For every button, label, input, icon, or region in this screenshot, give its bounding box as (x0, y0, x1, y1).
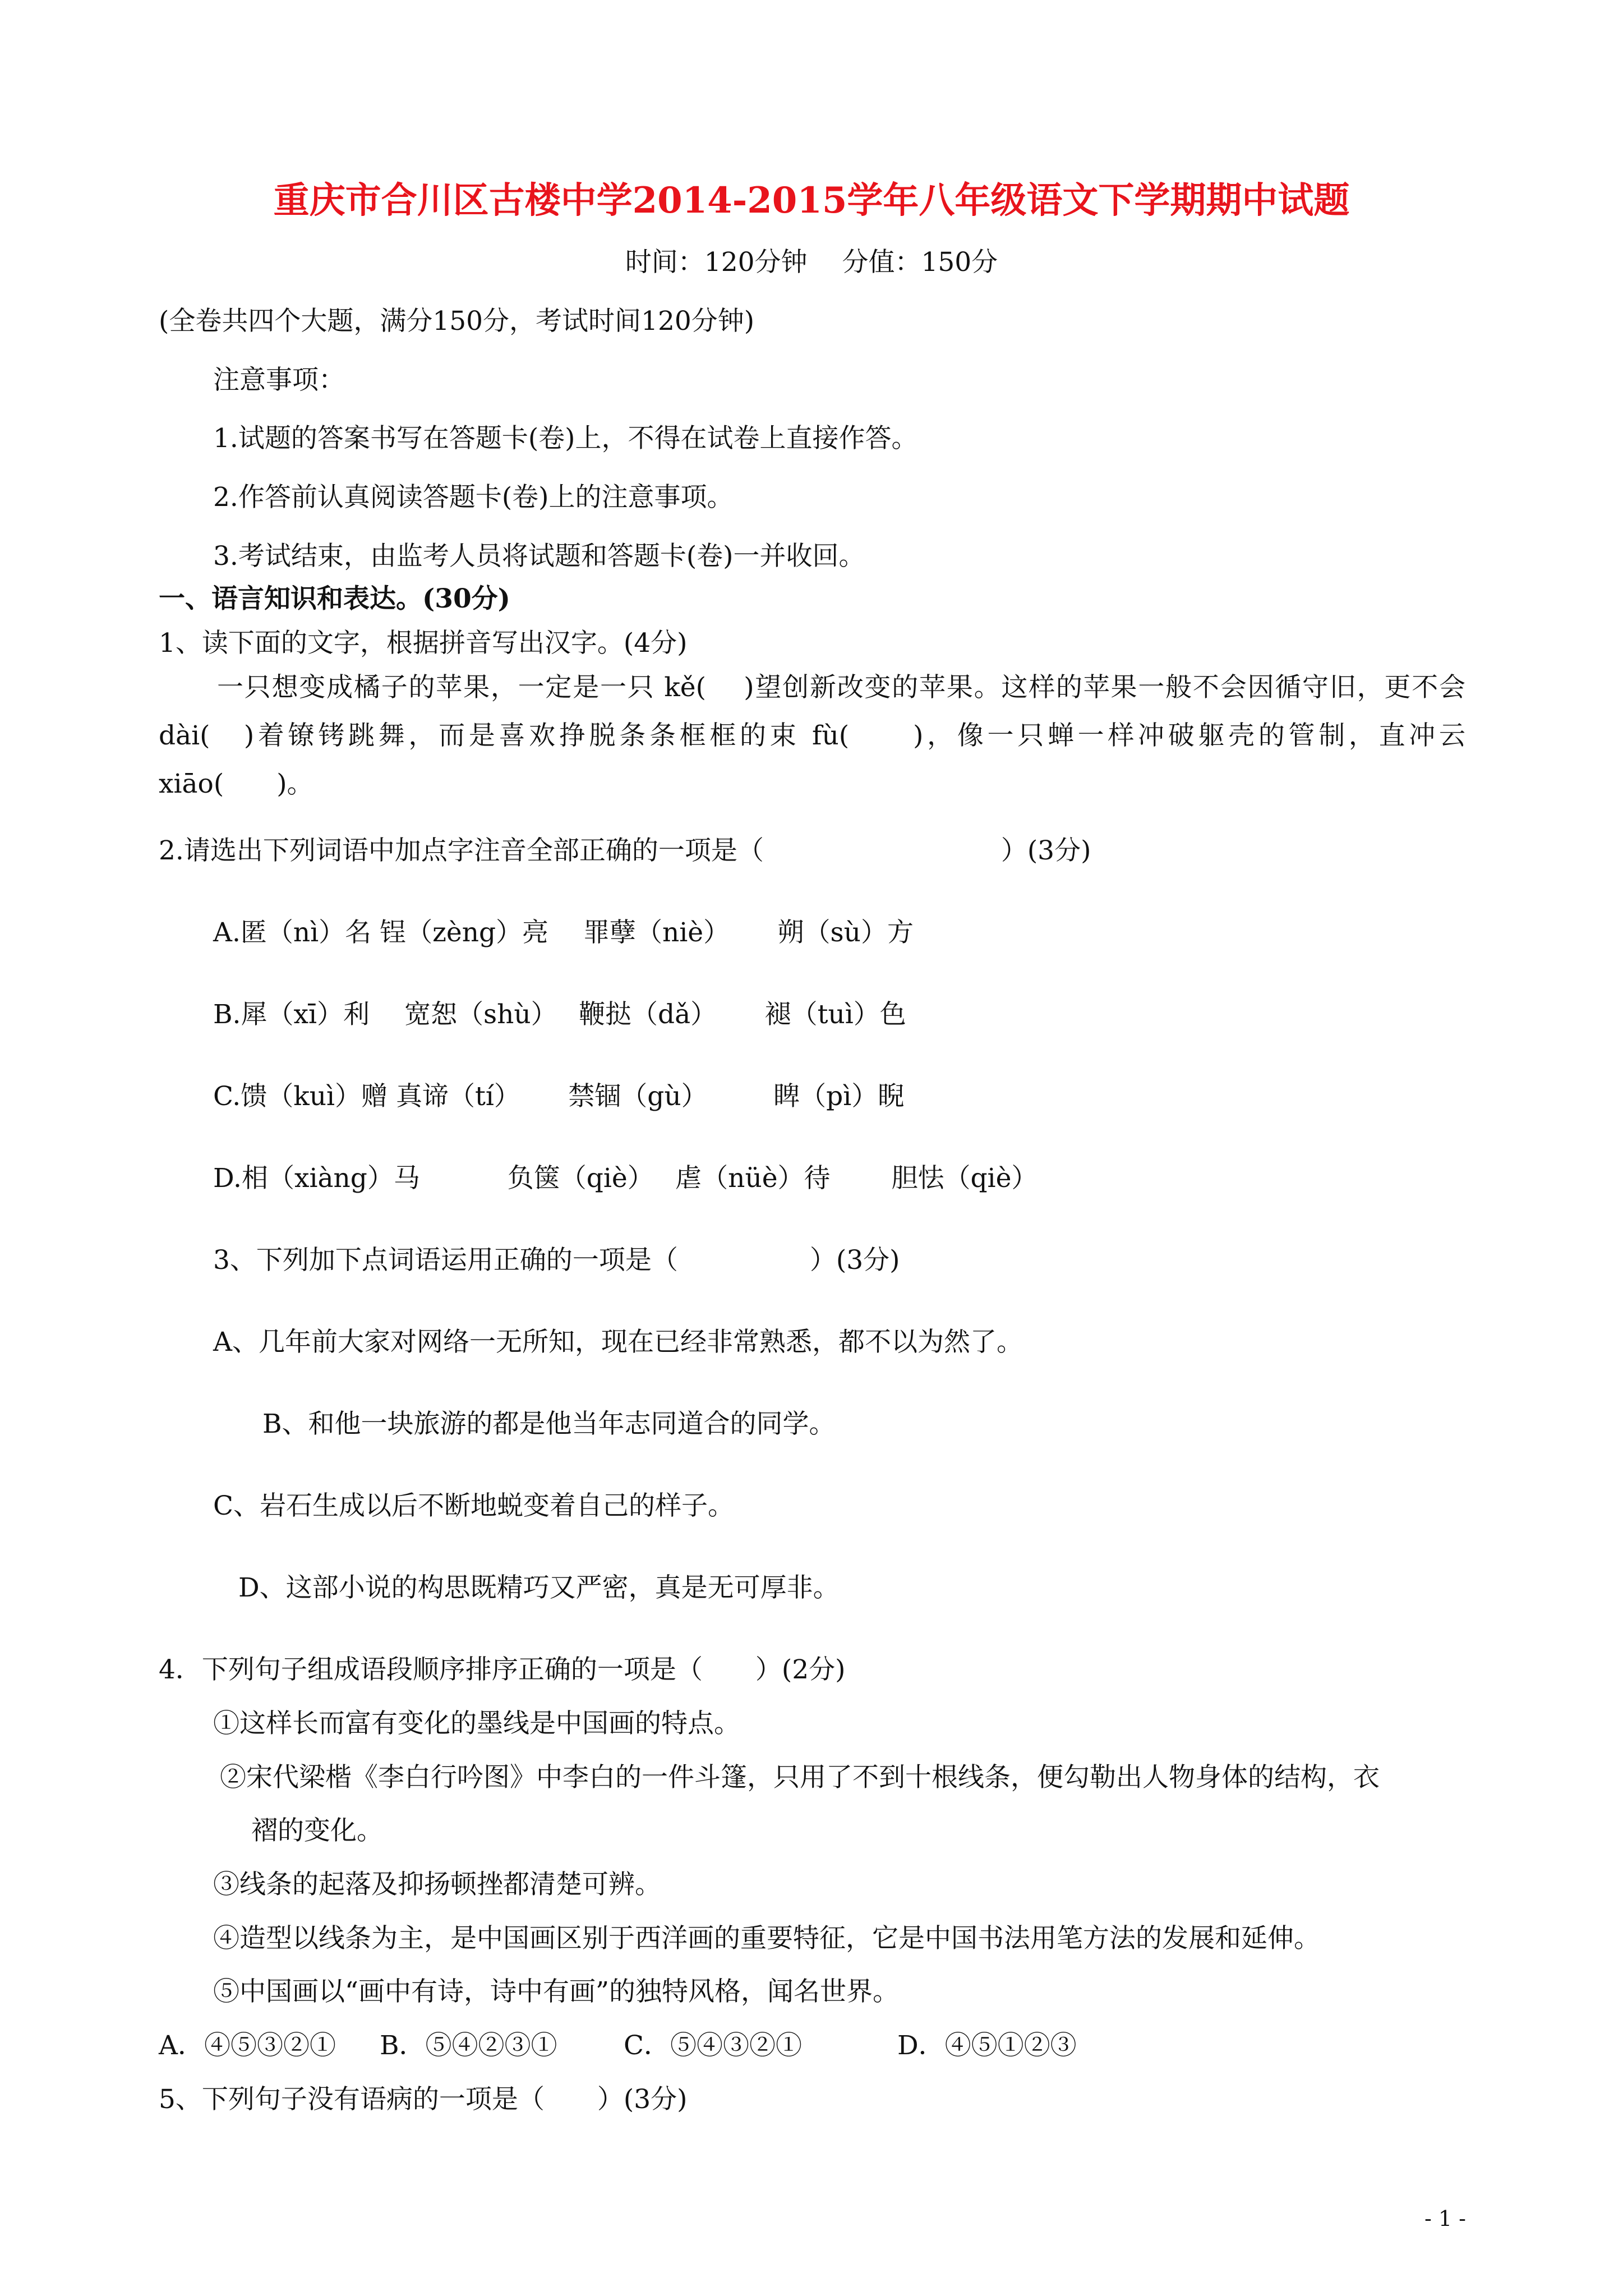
question-4-option-c: C．⑤④③②① (624, 2030, 802, 2061)
page-number: - 1 - (1424, 2206, 1467, 2231)
notice-item: 3.考试结束，由监考人员将试题和答题卡(卷)一并收回。 (213, 541, 865, 572)
question-4-stem: 4．下列句子组成语段顺序排序正确的一项是（ ）(2分) (159, 1654, 846, 1685)
question-4-sentence: ⑤中国画以“画中有诗，诗中有画”的独特风格，闻名世界。 (213, 1976, 900, 2007)
question-5-stem: 5、下列句子没有语病的一项是（ ）(3分) (159, 2084, 688, 2115)
question-4-sentence: ④造型以线条为主，是中国画区别于西洋画的重要特征，它是中国书法用笔方法的发展和延伸。 (213, 1923, 1320, 1954)
question-4-sentence: ③线条的起落及抑扬顿挫都清楚可辨。 (213, 1869, 661, 1900)
notice-item: 1.试题的答案书写在答题卡(卷)上，不得在试卷上直接作答。 (213, 423, 918, 454)
question-2-option-a: A.匿（nì）名 锃（zèng）亮 罪孽（niè） 朔（sù）方 (213, 917, 914, 948)
question-3-option-a: A、几年前大家对网络一无所知，现在已经非常熟悉，都不以为然了。 (213, 1327, 1023, 1358)
question-4-option-a: A．④⑤③②① (159, 2030, 336, 2061)
question-2-option-d: D.相（xiàng）马 负箧（qiè） 虐（nüè）待 胆怯（qiè） (213, 1163, 1038, 1194)
exam-title: 重庆市合川区古楼中学2014-2015学年八年级语文下学期期中试题 (273, 180, 1350, 222)
notice-heading: 注意事项： (213, 365, 345, 395)
notice-item: 2.作答前认真阅读答题卡(卷)上的注意事项。 (213, 482, 734, 513)
question-3-option-d: D、这部小说的构思既精巧又严密，真是无可厚非。 (238, 1572, 840, 1603)
exam-time-score: 时间：120分钟 分值：150分 (625, 247, 998, 278)
question-1-stem: 1、读下面的文字，根据拼音写出汉字。(4分) (159, 628, 688, 659)
question-3-stem: 3、下列加下点词语运用正确的一项是（ ）(3分) (213, 1245, 900, 1276)
question-4-option-d: D．④⑤①②③ (897, 2030, 1077, 2061)
question-1-passage: 一只想变成橘子的苹果，一定是一只 kě( )望创新改变的苹果。这样的苹果一般不会因循守旧，更不会 dài( )着镣铐跳舞，而是喜欢挣脱条条框框的束 fù( )，像一只蝉一样冲破躯壳的管制，直冲云 xiāo( )。 (159, 672, 1465, 799)
question-2-option-c: C.馈（kuì）赠 真谛（tí） 禁锢（gù） 睥（pì）睨 (213, 1081, 905, 1112)
question-3-option-c: C、岩石生成以后不断地蜕变着自己的样子。 (213, 1490, 734, 1521)
question-4-option-b: B．⑤④②③① (380, 2030, 557, 2061)
question-2-stem: 2.请选出下列词语中加点字注音全部正确的一项是（ ）(3分) (159, 835, 1091, 866)
exam-intro: (全卷共四个大题，满分150分，考试时间120分钟) (159, 306, 755, 337)
question-2-option-b: B.犀（xī）利 宽恕（shù） 鞭挞（dǎ） 褪（tuì）色 (213, 999, 906, 1030)
question-4-sentence: ②宋代梁楷《李白行吟图》中李白的一件斗篷，只用了不到十根线条，便勾勒出人物身体的结构，衣 (220, 1762, 1380, 1793)
question-4-sentence: 褶的变化。 (251, 1815, 383, 1846)
question-3-option-b: B、和他一块旅游的都是他当年志同道合的同学。 (262, 1409, 836, 1439)
question-4-sentence: ①这样长而富有变化的墨线是中国画的特点。 (213, 1708, 740, 1739)
section-heading: 一、语言知识和表达。(30分) (159, 583, 510, 614)
